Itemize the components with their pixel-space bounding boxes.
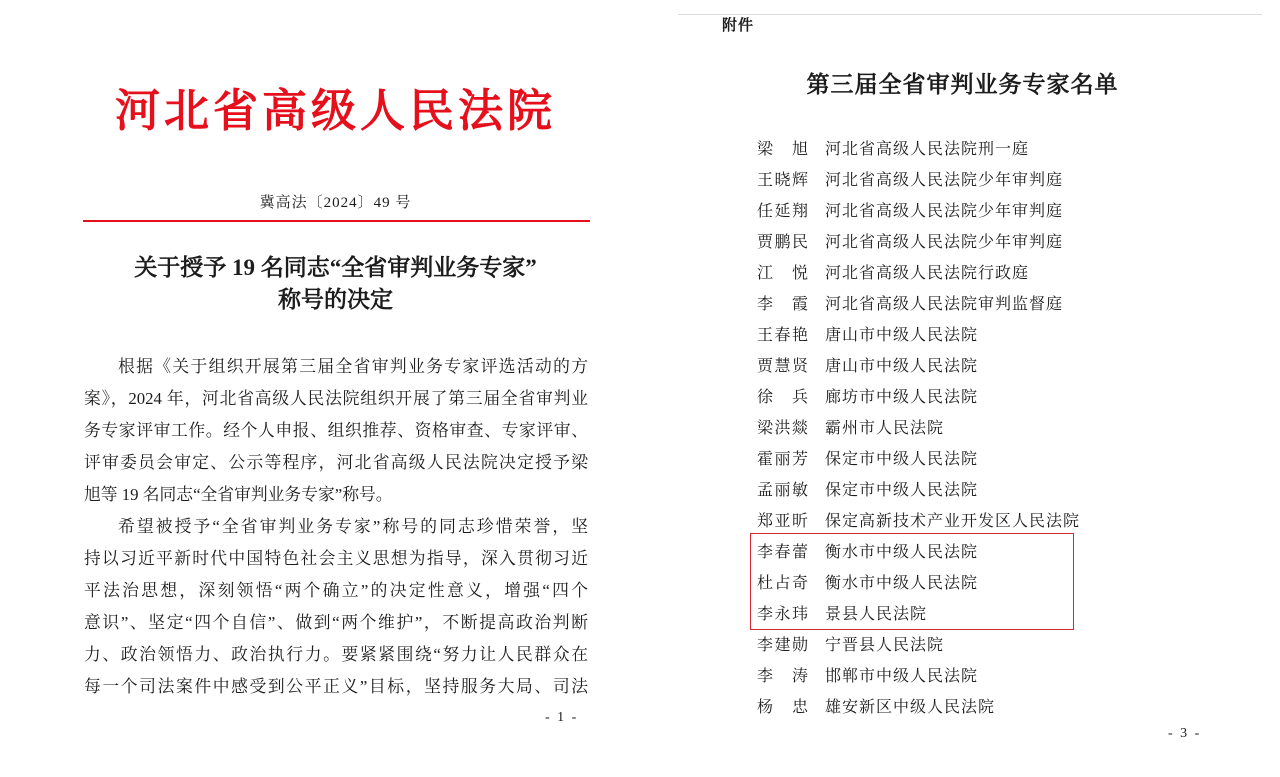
expert-name: 江 悦 <box>757 265 809 282</box>
expert-row <box>757 630 1237 661</box>
expert-row <box>757 382 1237 413</box>
title-line: 称号的决定 <box>278 287 393 312</box>
expert-name: 霍丽芳 <box>757 451 809 468</box>
expert-unit: 河北省高级人民法院审判监督庭 <box>825 296 1064 313</box>
expert-row <box>757 196 1237 227</box>
expert-name: 任延翔 <box>757 203 809 220</box>
expert-name: 李 霞 <box>757 296 809 313</box>
expert-row <box>757 661 1237 692</box>
issuer-title: 河北省高级人民法院 <box>114 84 556 137</box>
expert-row <box>757 351 1237 382</box>
text-line: 每一个司法案件中感受到公平正义”目标，坚持服务大局、司法 <box>84 677 588 696</box>
body-text <box>84 351 588 703</box>
highlight-box <box>750 533 1074 630</box>
expert-unit: 衡水市中级人民法院 <box>825 544 979 561</box>
expert-row <box>757 444 1237 475</box>
expert-unit: 唐山市中级人民法院 <box>825 327 979 344</box>
expert-unit: 河北省高级人民法院少年审判庭 <box>825 172 1064 189</box>
red-separator <box>83 220 590 222</box>
expert-unit: 河北省高级人民法院少年审判庭 <box>825 203 1064 220</box>
expert-list <box>757 134 1237 723</box>
attachment-label: 附件 <box>722 16 755 34</box>
expert-name: 梁洪燚 <box>757 420 809 437</box>
paragraph <box>84 511 588 703</box>
expert-unit: 景县人民法院 <box>825 606 928 623</box>
text-line: 案》，2024 年，河北省高级人民法院组织开展了第三届全省审判业 <box>84 389 588 408</box>
expert-row <box>757 413 1237 444</box>
title-line: 关于授予 19 名同志“全省审判业务专家” <box>134 255 537 280</box>
text-line: 希望被授予“全省审判业务专家”称号的同志珍惜荣誉，坚 <box>118 517 588 536</box>
expert-name: 王春艳 <box>757 327 809 344</box>
expert-list-title: 第三届全省审判业务专家名单 <box>806 72 1119 97</box>
expert-row <box>757 165 1237 196</box>
expert-unit: 保定市中级人民法院 <box>825 451 979 468</box>
expert-name: 李永玮 <box>757 606 809 623</box>
expert-unit: 唐山市中级人民法院 <box>825 358 979 375</box>
attachment-page <box>640 0 1280 777</box>
expert-row <box>757 258 1237 289</box>
expert-row <box>757 134 1237 165</box>
page-number: - 3 - <box>1168 726 1202 741</box>
expert-name: 郑亚昕 <box>757 513 809 530</box>
expert-unit: 雄安新区中级人民法院 <box>825 699 996 716</box>
expert-name: 贾慧贤 <box>757 358 809 375</box>
expert-unit: 河北省高级人民法院行政庭 <box>825 265 1030 282</box>
expert-name: 王晓辉 <box>757 172 809 189</box>
document-number: 冀高法〔2024〕49 号 <box>259 195 412 211</box>
expert-name: 孟丽敏 <box>757 482 809 499</box>
text-line: 平法治思想，深刻领悟“两个确立”的决定性意义，增强“四个 <box>84 581 588 600</box>
expert-unit: 河北省高级人民法院刑一庭 <box>825 141 1030 158</box>
text-line: 评审委员会审定、公示等程序，河北省高级人民法院决定授予梁 <box>84 453 588 472</box>
expert-unit: 宁晋县人民法院 <box>825 637 945 654</box>
expert-row <box>757 289 1237 320</box>
expert-name: 李 涛 <box>757 668 809 685</box>
paragraph <box>84 351 588 511</box>
text-line: 旭等 19 名同志“全省审判业务专家”称号。 <box>84 485 393 504</box>
expert-name: 贾鹏民 <box>757 234 809 251</box>
expert-unit: 廊坊市中级人民法院 <box>825 389 979 406</box>
page-top-border <box>678 14 1262 15</box>
expert-unit: 保定高新技术产业开发区人民法院 <box>825 513 1081 530</box>
text-line: 持以习近平新时代中国特色社会主义思想为指导，深入贯彻习近 <box>84 549 588 568</box>
expert-unit: 邯郸市中级人民法院 <box>825 668 979 685</box>
expert-name: 杨 忠 <box>757 699 809 716</box>
expert-row <box>757 320 1237 351</box>
expert-unit: 霸州市人民法院 <box>825 420 945 437</box>
decision-title <box>83 252 588 316</box>
expert-name: 李建勋 <box>757 637 809 654</box>
text-line: 力、政治领悟力、政治执行力。要紧紧围绕“努力让人民群众在 <box>84 645 588 664</box>
expert-name: 梁 旭 <box>757 141 809 158</box>
text-line: 根据《关于组织开展第三届全省审判业务专家评选活动的方 <box>118 357 588 376</box>
expert-name: 李春蕾 <box>757 544 809 561</box>
expert-row <box>757 227 1237 258</box>
expert-name: 徐 兵 <box>757 389 809 406</box>
expert-unit: 保定市中级人民法院 <box>825 482 979 499</box>
expert-row <box>757 692 1237 723</box>
page-number: - 1 - <box>545 710 579 725</box>
expert-name: 杜占奇 <box>757 575 809 592</box>
text-line: 务专家评审工作。经个人申报、组织推荐、资格审查、专家评审、 <box>84 421 588 440</box>
expert-row <box>757 475 1237 506</box>
expert-unit: 河北省高级人民法院少年审判庭 <box>825 234 1064 251</box>
text-line: 意识”、坚定“四个自信”、做到“两个维护”，不断提高政治判断 <box>84 613 588 632</box>
expert-unit: 衡水市中级人民法院 <box>825 575 979 592</box>
